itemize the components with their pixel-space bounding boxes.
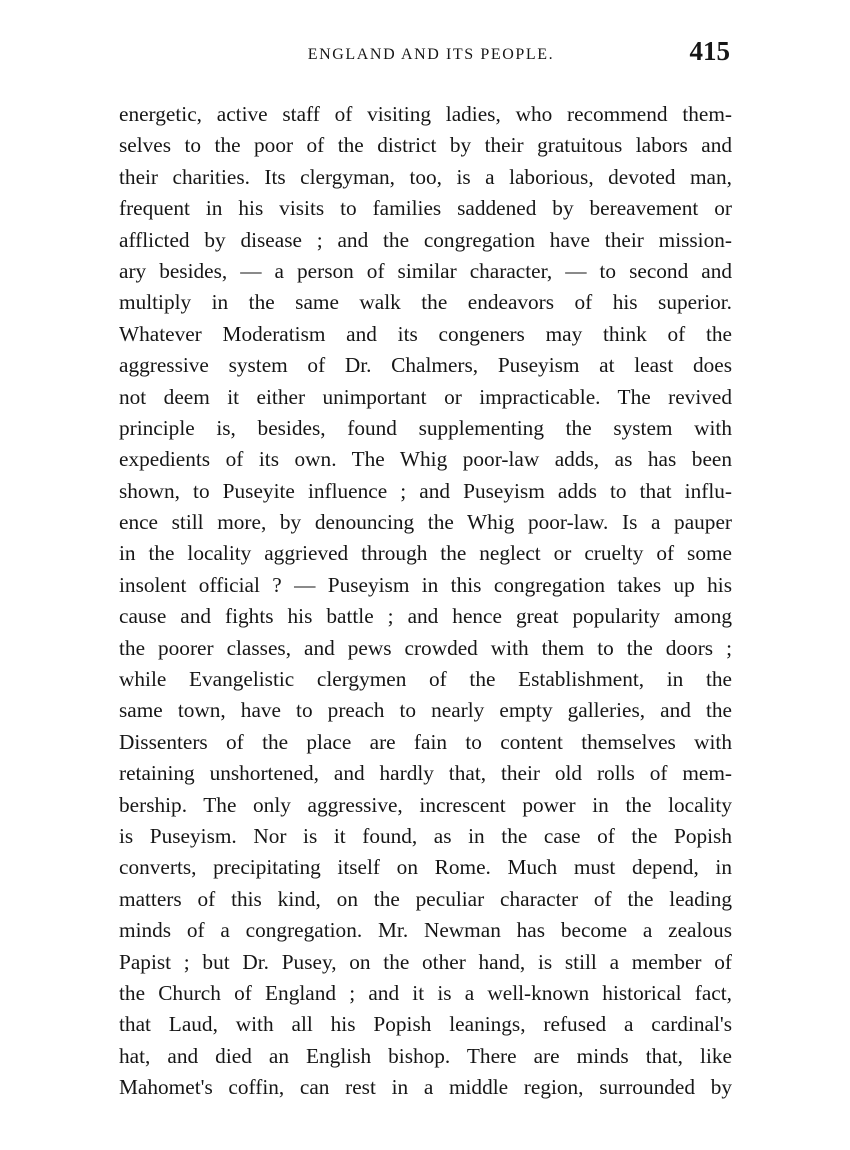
- text-line: ence still more, by denouncing the Whig poor-law. Is a pauper: [119, 510, 732, 535]
- text-line: expedients of its own. The Whig poor-law adds, as has been: [119, 447, 732, 472]
- text-line: while Evangelistic clergymen of the Establishment, in the: [119, 667, 732, 692]
- text-line: selves to the poor of the district by their gratuitous labors and: [119, 133, 732, 158]
- running-title: ENGLAND AND ITS PEOPLE.: [307, 46, 555, 63]
- running-head: [120, 38, 732, 74]
- body-text: [119, 99, 732, 1104]
- text-line: multiply in the same walk the endeavors of his superior.: [119, 290, 732, 315]
- text-line: ary besides, — a person of similar character, — to second and: [119, 258, 732, 283]
- text-line: cause and fights his battle ; and hence great popularity among: [119, 604, 732, 629]
- text-line: shown, to Puseyite influence ; and Puseyism adds to that influ-: [119, 478, 732, 503]
- text-line: matters of this kind, on the peculiar character of the leading: [119, 886, 732, 911]
- text-line: energetic, active staff of visiting ladies, who recommend them-: [119, 102, 732, 126]
- page-number: 415: [689, 36, 730, 66]
- text-line: not deem it either unimportant or impracticable. The revived: [119, 384, 732, 409]
- text-line: retaining unshortened, and hardly that, their old rolls of mem-: [119, 761, 732, 786]
- text-line: Whatever Moderatism and its congeners may think of the: [119, 321, 732, 346]
- text-line: that Laud, with all his Popish leanings, refused a cardinal's: [119, 1012, 732, 1037]
- text-line: Papist ; but Dr. Pusey, on the other hand, is still a member of: [119, 949, 732, 974]
- text-line: bership. The only aggressive, increscent power in the locality: [119, 792, 732, 817]
- text-line: principle is, besides, found supplementing the system with: [119, 415, 732, 440]
- text-line: same town, have to preach to nearly empty galleries, and the: [119, 698, 732, 723]
- text-line: minds of a congregation. Mr. Newman has become a zealous: [119, 918, 732, 943]
- text-line: afflicted by disease ; and the congregation have their mission-: [119, 227, 732, 252]
- text-line: the Church of England ; and it is a well-known historical fact,: [119, 980, 732, 1005]
- text-line: is Puseyism. Nor is it found, as in the case of the Popish: [119, 823, 732, 848]
- text-line: Mahomet's coffin, can rest in a middle region, surrounded by: [119, 1075, 732, 1100]
- text-line: the poorer classes, and pews crowded with them to the doors ;: [119, 635, 732, 660]
- text-line: their charities. Its clergyman, too, is a laborious, devoted man,: [119, 164, 732, 189]
- text-line: converts, precipitating itself on Rome. Much must depend, in: [119, 855, 732, 880]
- text-line: Dissenters of the place are fain to content themselves with: [119, 729, 732, 754]
- text-line: insolent official ? — Puseyism in this congregation takes up his: [119, 572, 732, 597]
- text-line: hat, and died an English bishop. There are minds that, like: [119, 1043, 732, 1068]
- text-line: frequent in his visits to families saddened by bereavement or: [119, 196, 732, 221]
- text-line: aggressive system of Dr. Chalmers, Puseyism at least does: [119, 353, 732, 378]
- text-line: in the locality aggrieved through the neglect or cruelty of some: [119, 541, 732, 566]
